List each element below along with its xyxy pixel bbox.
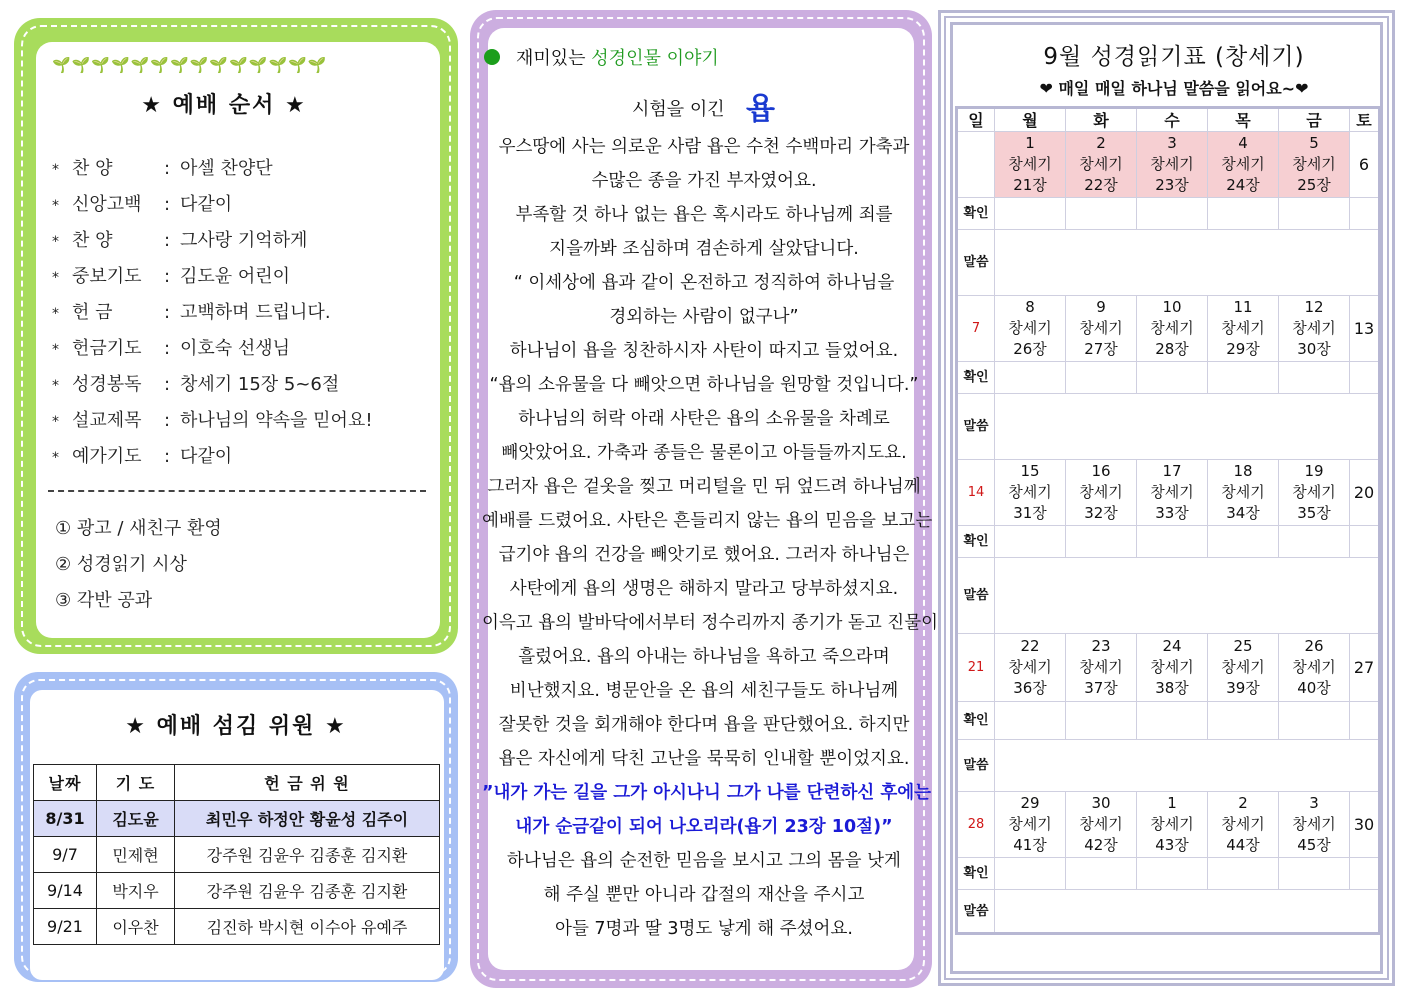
reading-chapter: 26장 — [1013, 340, 1047, 358]
reading-chapter: 42장 — [1084, 836, 1118, 854]
story-line: 빼앗았어요. 가축과 종들은 물론이고 아들들까지도요. — [501, 443, 907, 463]
day-number: 24 — [1162, 637, 1182, 655]
reading-chapter: 28장 — [1155, 340, 1189, 358]
check-cell[interactable] — [1066, 702, 1137, 740]
verse-row — [957, 890, 1380, 934]
reading-chapter: 37장 — [1084, 679, 1118, 697]
reading-book: 창세기 — [1292, 483, 1336, 501]
worship-order-title: ★ 예배 순서 ★ — [141, 93, 307, 118]
story-line: 예배를 드렸어요. 사탄은 흔들리지 않는 욥의 믿음을 보고는 — [482, 511, 933, 531]
calendar-week-row — [957, 792, 1380, 858]
story-line: 해 주실 뿐만 아니라 갑절의 재산을 주시고 — [543, 885, 865, 905]
check-row — [957, 858, 1380, 890]
notice-item: ① 광고 / 새친구 환영 — [55, 518, 222, 539]
reading-chapter: 22장 — [1084, 176, 1118, 194]
order-item — [52, 336, 432, 372]
asterisk-icon: * — [52, 450, 59, 466]
check-cell[interactable] — [1279, 702, 1350, 740]
reading-chapter: 40장 — [1297, 679, 1331, 697]
reading-day-cell — [995, 296, 1066, 362]
verse-label: 말씀 — [957, 890, 995, 934]
header-prayer: 기 도 — [97, 765, 175, 801]
order-item — [52, 228, 432, 264]
sprout-decoration-icon: 🌱🌱🌱🌱🌱🌱🌱🌱🌱🌱🌱🌱🌱🌱 — [52, 56, 328, 74]
staff-prayer: 김도윤 — [97, 801, 175, 837]
check-row — [957, 198, 1380, 230]
day-number: 1 — [1167, 794, 1177, 812]
day-number: 15 — [1020, 462, 1040, 480]
story-line: 흘렀어요. 욥의 아내는 하나님을 욕하고 죽으라며 — [518, 647, 890, 667]
verse-cell[interactable] — [995, 740, 1380, 792]
verse-label: 말씀 — [957, 230, 995, 296]
verse-label: 말씀 — [957, 740, 995, 792]
reading-day-cell — [995, 460, 1066, 526]
reading-chapter: 36장 — [1013, 679, 1047, 697]
reading-day-cell — [1066, 460, 1137, 526]
check-cell[interactable] — [1137, 526, 1208, 558]
asterisk-icon: * — [52, 162, 59, 178]
story-heading — [516, 44, 719, 70]
reading-chapter: 41장 — [1013, 836, 1047, 854]
calendar-week-row — [957, 460, 1380, 526]
day-number: 2 — [1238, 794, 1248, 812]
verse-label: 말씀 — [957, 394, 995, 460]
story-heading-prefix: 재미있는 — [516, 48, 586, 69]
reading-book: 창세기 — [1079, 319, 1123, 337]
reading-book: 창세기 — [1150, 319, 1194, 337]
colon-separator: : — [164, 194, 171, 215]
asterisk-icon: * — [52, 198, 59, 214]
day-number: 4 — [1238, 134, 1248, 152]
colon-separator: : — [164, 374, 171, 395]
day-number: 9 — [1096, 298, 1106, 316]
worship-order-list — [52, 156, 432, 480]
colon-separator: : — [164, 266, 171, 287]
reading-book: 창세기 — [1008, 815, 1052, 833]
order-item — [52, 372, 432, 408]
saturday-date: 20 — [1350, 460, 1380, 526]
story-line: “ 이세상에 욥과 같이 온전하고 정직하여 하나님을 — [513, 273, 895, 293]
weekday-header: 금 — [1279, 108, 1350, 132]
day-number: 10 — [1162, 298, 1182, 316]
reading-chapter: 44장 — [1226, 836, 1260, 854]
check-label: 확인 — [957, 198, 995, 230]
check-cell[interactable] — [1208, 702, 1279, 740]
staff-prayer: 이우찬 — [97, 909, 175, 945]
day-number: 29 — [1020, 794, 1040, 812]
check-row — [957, 702, 1380, 740]
order-item-value: 아셀 찬양단 — [180, 158, 273, 179]
check-cell[interactable] — [1137, 198, 1208, 230]
asterisk-icon: * — [52, 306, 59, 322]
story-line: 경외하는 사람이 없구나” — [609, 307, 799, 327]
weekday-header: 화 — [1066, 108, 1137, 132]
staff-offering: 강주원 김윤우 김종훈 김지환 — [175, 837, 440, 873]
check-cell[interactable] — [1066, 526, 1137, 558]
verse-cell[interactable] — [995, 230, 1380, 296]
reading-day-cell — [1208, 634, 1279, 702]
reading-day-cell — [1137, 296, 1208, 362]
story-line: 사탄에게 욥의 생명은 해하지 말라고 당부하셨지요. — [509, 579, 899, 599]
reading-day-cell — [1137, 132, 1208, 198]
sunday-date: 7 — [957, 296, 995, 362]
reading-chapter: 34장 — [1226, 504, 1260, 522]
reading-book: 창세기 — [1292, 815, 1336, 833]
day-number: 17 — [1162, 462, 1182, 480]
check-cell[interactable] — [1350, 362, 1380, 394]
reading-day-cell — [1066, 792, 1137, 858]
reading-book: 창세기 — [1150, 155, 1194, 173]
reading-chapter: 33장 — [1155, 504, 1189, 522]
order-item-value: 김도윤 어린이 — [180, 266, 291, 287]
staff-date: 9/21 — [34, 909, 97, 945]
notice-list — [55, 516, 222, 624]
order-item-value: 다같이 — [180, 194, 233, 215]
check-label: 확인 — [957, 702, 995, 740]
day-number: 2 — [1096, 134, 1106, 152]
staff-date: 8/31 — [34, 801, 97, 837]
story-line: 하나님은 욥의 순전한 믿음을 보시고 그의 몸을 낫게 — [507, 851, 901, 871]
sunday-date: 14 — [957, 460, 995, 526]
reading-day-cell — [1279, 132, 1350, 198]
staff-date: 9/14 — [34, 873, 97, 909]
colon-separator: : — [164, 446, 171, 467]
check-label: 확인 — [957, 858, 995, 890]
story-line: 아들 7명과 딸 3명도 낳게 해 주셨어요. — [555, 919, 853, 939]
day-number: 3 — [1309, 794, 1319, 812]
sunday-date — [957, 132, 995, 198]
verse-cell[interactable] — [995, 890, 1380, 934]
reading-day-cell — [995, 792, 1066, 858]
order-item-label: 설교제목 — [72, 410, 142, 431]
colon-separator: : — [164, 410, 171, 431]
reading-book: 창세기 — [1221, 319, 1265, 337]
sunday-date: 21 — [957, 634, 995, 702]
staff-table — [33, 764, 440, 945]
reading-book: 창세기 — [1221, 483, 1265, 501]
day-number: 18 — [1233, 462, 1253, 480]
day-number: 3 — [1167, 134, 1177, 152]
table-row — [34, 873, 440, 909]
asterisk-icon: * — [52, 234, 59, 250]
story-line: 그러자 욥은 겉옷을 찢고 머리털을 민 뒤 엎드려 하나님께 — [487, 477, 921, 497]
story-quote-line: 내가 순금같이 되어 나오리라(욥기 23장 10절)” — [515, 817, 893, 837]
check-row — [957, 362, 1380, 394]
reading-chapter: 21장 — [1013, 176, 1047, 194]
story-heading-highlight: 성경인물 이야기 — [591, 48, 719, 69]
order-item-label: 찬 양 — [72, 158, 113, 179]
order-item — [52, 264, 432, 300]
check-label: 확인 — [957, 362, 995, 394]
story-line: 급기야 욥의 건강을 빼앗기로 했어요. 그러자 하나님은 — [498, 545, 910, 565]
verse-row — [957, 394, 1380, 460]
check-cell[interactable] — [995, 526, 1066, 558]
day-number: 12 — [1304, 298, 1324, 316]
calendar-week-row — [957, 634, 1380, 702]
order-item-label: 성경봉독 — [72, 374, 142, 395]
reading-chapter: 24장 — [1226, 176, 1260, 194]
asterisk-icon: * — [52, 270, 59, 286]
staff-offering: 최민우 하정안 황윤성 김주이 — [175, 801, 440, 837]
day-number: 23 — [1091, 637, 1111, 655]
saturday-date: 6 — [1350, 132, 1380, 198]
story-line: 부족할 것 하나 없는 욥은 혹시라도 하나님께 죄를 — [515, 205, 893, 225]
colon-separator: : — [164, 158, 171, 179]
weekday-header: 일 — [957, 108, 995, 132]
reading-chapter: 29장 — [1226, 340, 1260, 358]
day-number: 16 — [1091, 462, 1111, 480]
header-date: 날짜 — [34, 765, 97, 801]
reading-day-cell — [1066, 634, 1137, 702]
order-item — [52, 156, 432, 192]
reading-book: 창세기 — [1292, 155, 1336, 173]
reading-day-cell — [995, 634, 1066, 702]
reading-day-cell — [1208, 296, 1279, 362]
story-line: 하나님이 욥을 칭찬하시자 사탄이 따지고 들었어요. — [509, 341, 899, 361]
order-item-value: 고백하며 드립니다. — [180, 302, 331, 323]
calendar-weekday-row — [957, 108, 1380, 132]
verse-cell[interactable] — [995, 394, 1380, 460]
verse-cell[interactable] — [995, 558, 1380, 634]
calendar-week-row — [957, 296, 1380, 362]
colon-separator: : — [164, 230, 171, 251]
staff-prayer: 박지우 — [97, 873, 175, 909]
verse-label: 말씀 — [957, 558, 995, 634]
check-cell[interactable] — [1066, 858, 1137, 890]
green-bullet-icon — [484, 49, 500, 65]
day-number: 30 — [1091, 794, 1111, 812]
order-item-label: 예가기도 — [72, 446, 142, 467]
reading-day-cell — [1279, 296, 1350, 362]
divider — [48, 490, 426, 492]
reading-book: 창세기 — [1008, 658, 1052, 676]
story-line: 잘못한 것을 회개해야 한다며 욥을 판단했어요. 하지만 — [498, 715, 910, 735]
check-cell[interactable] — [995, 858, 1066, 890]
story-line: 지을까봐 조심하며 겸손하게 살았답니다. — [549, 239, 859, 259]
reading-day-cell — [1066, 132, 1137, 198]
calendar-week-row — [957, 132, 1380, 198]
story-line: 이윽고 욥의 발바닥에서부터 정수리까지 종기가 돋고 진물이 — [482, 613, 938, 633]
story-character-name: 욥 — [746, 92, 775, 127]
reading-day-cell — [1208, 792, 1279, 858]
weekday-header: 목 — [1208, 108, 1279, 132]
story-line: 수많은 종을 가진 부자였어요. — [591, 171, 817, 191]
order-item-value: 다같이 — [180, 446, 233, 467]
asterisk-icon: * — [52, 378, 59, 394]
reading-book: 창세기 — [1079, 815, 1123, 833]
story-body — [482, 130, 938, 946]
check-cell[interactable] — [1208, 526, 1279, 558]
staff-offering: 김진하 박시현 이수아 유예주 — [175, 909, 440, 945]
reading-chapter: 23장 — [1155, 176, 1189, 194]
reading-day-cell — [1208, 132, 1279, 198]
reading-day-cell — [1279, 460, 1350, 526]
reading-day-cell — [1279, 634, 1350, 702]
reading-book: 창세기 — [1150, 815, 1194, 833]
reading-book: 창세기 — [1150, 658, 1194, 676]
reading-book: 창세기 — [1221, 155, 1265, 173]
reading-chapter: 43장 — [1155, 836, 1189, 854]
check-cell[interactable] — [1137, 858, 1208, 890]
story-line: 비난했지요. 병문안을 온 욥의 세친구들도 하나님께 — [509, 681, 899, 701]
day-number: 22 — [1020, 637, 1040, 655]
reading-book: 창세기 — [1292, 658, 1336, 676]
reading-book: 창세기 — [1008, 483, 1052, 501]
order-item-value: 하나님의 약속을 믿어요! — [180, 410, 373, 431]
staff-offering: 강주원 김윤우 김종훈 김지환 — [175, 873, 440, 909]
reading-book: 창세기 — [1292, 319, 1336, 337]
reading-book: 창세기 — [1079, 155, 1123, 173]
notice-item: ③ 각반 공과 — [55, 590, 153, 611]
order-item — [52, 192, 432, 228]
reading-book: 창세기 — [1079, 658, 1123, 676]
order-item-label: 헌금기도 — [72, 338, 142, 359]
saturday-date: 13 — [1350, 296, 1380, 362]
sunday-date: 28 — [957, 792, 995, 858]
day-number: 11 — [1233, 298, 1253, 316]
order-item-label: 신앙고백 — [72, 194, 142, 215]
header-offering: 헌 금 위 원 — [175, 765, 440, 801]
reading-day-cell — [995, 132, 1066, 198]
check-cell[interactable] — [1137, 362, 1208, 394]
check-cell[interactable] — [1137, 702, 1208, 740]
reading-chapter: 30장 — [1297, 340, 1331, 358]
check-label: 확인 — [957, 526, 995, 558]
order-item-label: 헌 금 — [72, 302, 113, 323]
reading-day-cell — [1137, 460, 1208, 526]
reading-chapter: 35장 — [1297, 504, 1331, 522]
weekday-header: 토 — [1350, 108, 1380, 132]
day-number: 25 — [1233, 637, 1253, 655]
reading-book: 창세기 — [1221, 658, 1265, 676]
check-cell[interactable] — [1279, 526, 1350, 558]
weekday-header: 수 — [1137, 108, 1208, 132]
order-item-value: 이호숙 선생님 — [180, 338, 291, 359]
check-cell[interactable] — [1208, 858, 1279, 890]
story-line: “욥의 소유물을 다 빼앗으면 하나님을 원망할 것입니다.” — [489, 375, 919, 395]
weekday-header: 월 — [995, 108, 1066, 132]
asterisk-icon: * — [52, 342, 59, 358]
reading-book: 창세기 — [1150, 483, 1194, 501]
check-cell[interactable] — [1350, 702, 1380, 740]
saturday-date: 27 — [1350, 634, 1380, 702]
worship-staff-title: ★ 예배 섬김 위원 ★ — [125, 714, 347, 739]
story-line: 욥은 자신에게 닥친 고난을 묵묵히 인내할 뿐이었지요. — [498, 749, 910, 769]
order-item — [52, 408, 432, 444]
story-line: 우스땅에 사는 의로운 사람 욥은 수천 수백마리 가축과 — [498, 137, 910, 157]
notice-item: ② 성경읽기 시상 — [55, 554, 187, 575]
check-cell[interactable] — [1350, 858, 1380, 890]
reading-book: 창세기 — [1221, 815, 1265, 833]
check-cell[interactable] — [1350, 198, 1380, 230]
order-item — [52, 444, 432, 480]
staff-prayer: 민제현 — [97, 837, 175, 873]
table-header-row — [34, 765, 440, 801]
reading-day-cell — [1137, 634, 1208, 702]
table-row — [34, 837, 440, 873]
day-number: 1 — [1025, 134, 1035, 152]
reading-chapter: 39장 — [1226, 679, 1260, 697]
order-item-value: 창세기 15장 5~6절 — [180, 374, 340, 395]
check-cell[interactable] — [995, 362, 1066, 394]
saturday-date: 30 — [1350, 792, 1380, 858]
check-cell[interactable] — [1208, 198, 1279, 230]
day-number: 8 — [1025, 298, 1035, 316]
reading-chapter: 27장 — [1084, 340, 1118, 358]
day-number: 19 — [1304, 462, 1324, 480]
story-line: 하나님의 허락 아래 사탄은 욥의 소유물을 차례로 — [518, 409, 890, 429]
day-number: 5 — [1309, 134, 1319, 152]
check-cell[interactable] — [1066, 198, 1137, 230]
calendar-subtitle: ❤ 매일 매일 하나님 말씀을 읽어요~❤ — [1039, 79, 1309, 98]
reading-chapter: 32장 — [1084, 504, 1118, 522]
reading-book: 창세기 — [1079, 483, 1123, 501]
verse-row — [957, 558, 1380, 634]
story-quote-line: ”내가 가는 길을 그가 아시나니 그가 나를 단련하신 후에는 — [482, 783, 932, 803]
reading-day-cell — [1208, 460, 1279, 526]
verse-row — [957, 230, 1380, 296]
reading-chapter: 31장 — [1013, 504, 1047, 522]
reading-day-cell — [1279, 792, 1350, 858]
check-cell[interactable] — [1279, 198, 1350, 230]
day-number: 26 — [1304, 637, 1324, 655]
order-item — [52, 300, 432, 336]
check-cell[interactable] — [1066, 362, 1137, 394]
reading-book: 창세기 — [1008, 319, 1052, 337]
staff-date: 9/7 — [34, 837, 97, 873]
story-subtitle: 시험을 이긴 — [632, 99, 725, 120]
reading-chapter: 38장 — [1155, 679, 1189, 697]
check-cell[interactable] — [1279, 858, 1350, 890]
colon-separator: : — [164, 302, 171, 323]
check-cell[interactable] — [995, 198, 1066, 230]
table-row — [34, 909, 440, 945]
check-cell[interactable] — [1208, 362, 1279, 394]
check-cell[interactable] — [995, 702, 1066, 740]
check-cell[interactable] — [1350, 526, 1380, 558]
reading-day-cell — [1137, 792, 1208, 858]
colon-separator: : — [164, 338, 171, 359]
reading-book: 창세기 — [1008, 155, 1052, 173]
asterisk-icon: * — [52, 414, 59, 430]
check-row — [957, 526, 1380, 558]
order-item-label: 중보기도 — [72, 266, 142, 287]
verse-row — [957, 740, 1380, 792]
order-item-label: 찬 양 — [72, 230, 113, 251]
calendar-title: 9월 성경읽기표 (창세기) — [1043, 44, 1305, 70]
reading-chapter: 25장 — [1297, 176, 1331, 194]
table-row — [34, 801, 440, 837]
reading-day-cell — [1066, 296, 1137, 362]
order-item-value: 그사랑 기억하게 — [180, 230, 308, 251]
reading-chapter: 45장 — [1297, 836, 1331, 854]
reading-calendar-table — [955, 106, 1381, 935]
check-cell[interactable] — [1279, 362, 1350, 394]
